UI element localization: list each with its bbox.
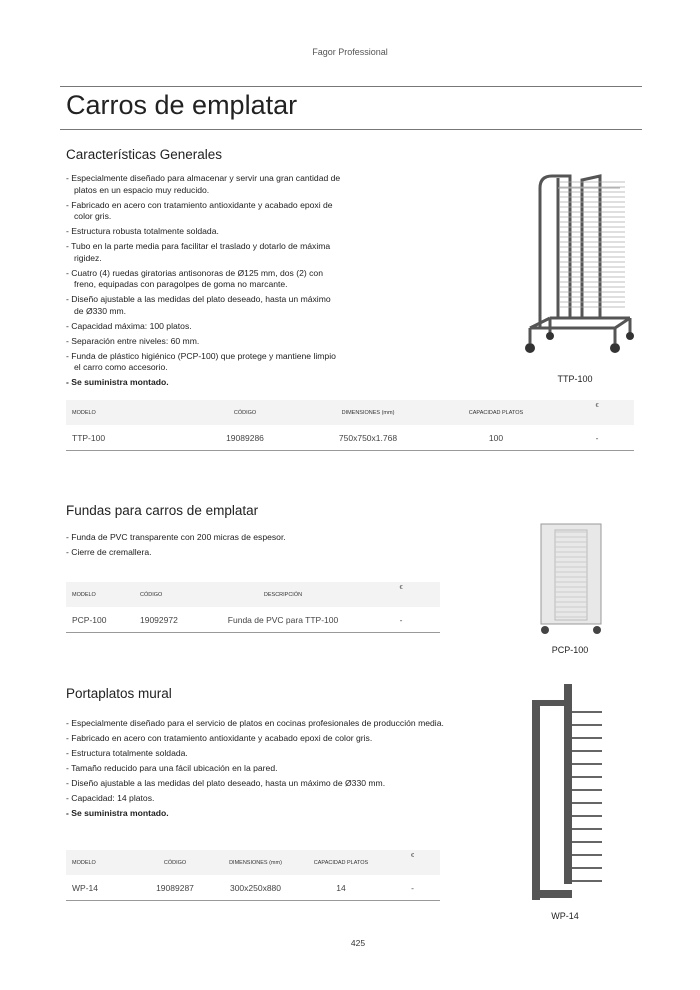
section-heading: Portaplatos mural — [66, 686, 172, 701]
list-item: - Especialmente diseñado para el servicio de platos en cocinas profesionales de producción media. — [66, 718, 446, 730]
column-header: CÓDIGO — [136, 850, 214, 875]
column-header: DIMENSIONES (mm) — [214, 850, 297, 875]
list-item: - Se suministra montado. — [66, 377, 341, 389]
table-header-row — [66, 582, 440, 607]
cell-price: - — [385, 875, 440, 901]
image-caption: TTP-100 — [557, 374, 593, 384]
list-item: - Fabricado en acero con tratamiento antioxidante y acabado epoxi de color gris. — [66, 200, 341, 223]
list-item: - Cuatro (4) ruedas giratorias antisonoras de Ø125 mm, dos (2) con freno, equipadas con paragolpes de goma no marcante. — [66, 268, 341, 291]
image-caption: PCP-100 — [551, 645, 589, 655]
column-header: CÓDIGO — [186, 400, 304, 425]
cell-model: WP-14 — [66, 875, 136, 901]
column-header: MODELO — [66, 850, 136, 875]
list-item: - Estructura robusta totalmente soldada. — [66, 226, 341, 238]
column-header: CAPACIDAD PLATOS — [432, 400, 560, 425]
cell-capacity: 14 — [297, 875, 385, 901]
column-header: € — [560, 400, 634, 425]
pcp-100-product-image — [535, 520, 607, 638]
list-item: - Separación entre niveles: 60 mm. — [66, 336, 341, 348]
column-header: CAPACIDAD PLATOS — [297, 850, 385, 875]
list-item: - Se suministra montado. — [66, 808, 446, 820]
column-header: DIMENSIONES (mm) — [304, 400, 432, 425]
list-item: - Especialmente diseñado para almacenar y servir una gran cantidad de platos en un espacio muy reducido. — [66, 173, 341, 196]
list-item: - Tamaño reducido para una fácil ubicación en la pared. — [66, 763, 446, 775]
table-row — [66, 425, 634, 451]
image-caption: WP-14 — [551, 911, 579, 921]
column-header: MODELO — [66, 582, 136, 607]
column-header: € — [362, 582, 440, 607]
cell-code: 19089286 — [186, 425, 304, 451]
ttp-100-product-image — [520, 168, 640, 363]
cell-price: - — [362, 607, 440, 633]
brand-header: Fagor Professional — [312, 47, 388, 57]
page-number: 425 — [350, 938, 366, 948]
list-item: - Capacidad máxima: 100 platos. — [66, 321, 341, 333]
product-table — [66, 850, 440, 901]
list-item: - Funda de PVC transparente con 200 micras de espesor. — [66, 532, 366, 544]
section-heading: Características Generales — [66, 147, 223, 162]
divider — [60, 129, 642, 130]
list-item: - Funda de plástico higiénico (PCP-100) que protege y mantiene limpio el carro como accesorio. — [66, 351, 341, 374]
cell-code: 19092972 — [136, 607, 204, 633]
column-header: DESCRIPCIÓN — [204, 582, 362, 607]
list-item: - Estructura totalmente soldada. — [66, 748, 446, 760]
table-row — [66, 875, 440, 901]
list-item: - Diseño ajustable a las medidas del plato deseado, hasta un máximo de Ø330 mm. — [66, 778, 446, 790]
table-header-row — [66, 850, 440, 875]
cell-description: Funda de PVC para TTP-100 — [204, 607, 362, 633]
wp-14-product-image — [528, 682, 608, 904]
features-list — [66, 532, 366, 562]
table-header-row — [66, 400, 634, 425]
cell-dimensions: 750x750x1.768 — [304, 425, 432, 451]
column-header: CÓDIGO — [136, 582, 204, 607]
table-row — [66, 607, 440, 633]
features-list — [66, 718, 446, 823]
list-item: - Fabricado en acero con tratamiento antioxidante y acabado epoxi de color gris. — [66, 733, 446, 745]
product-table — [66, 582, 440, 633]
list-item: - Tubo en la parte media para facilitar el traslado y dotarlo de máxima rigidez. — [66, 241, 341, 264]
page-title: Carros de emplatar — [66, 90, 298, 120]
section-heading: Fundas para carros de emplatar — [66, 503, 259, 518]
product-table — [66, 400, 634, 451]
list-item: - Capacidad: 14 platos. — [66, 793, 446, 805]
cell-model: TTP-100 — [66, 425, 186, 451]
list-item: - Diseño ajustable a las medidas del plato deseado, hasta un máximo de Ø330 mm. — [66, 294, 341, 317]
cell-model: PCP-100 — [66, 607, 136, 633]
divider — [60, 86, 642, 87]
column-header: € — [385, 850, 440, 875]
list-item: - Cierre de cremallera. — [66, 547, 366, 559]
cell-dimensions: 300x250x880 — [214, 875, 297, 901]
cell-code: 19089287 — [136, 875, 214, 901]
column-header: MODELO — [66, 400, 186, 425]
cell-capacity: 100 — [432, 425, 560, 451]
cell-price: - — [560, 425, 634, 451]
features-list — [66, 173, 341, 392]
